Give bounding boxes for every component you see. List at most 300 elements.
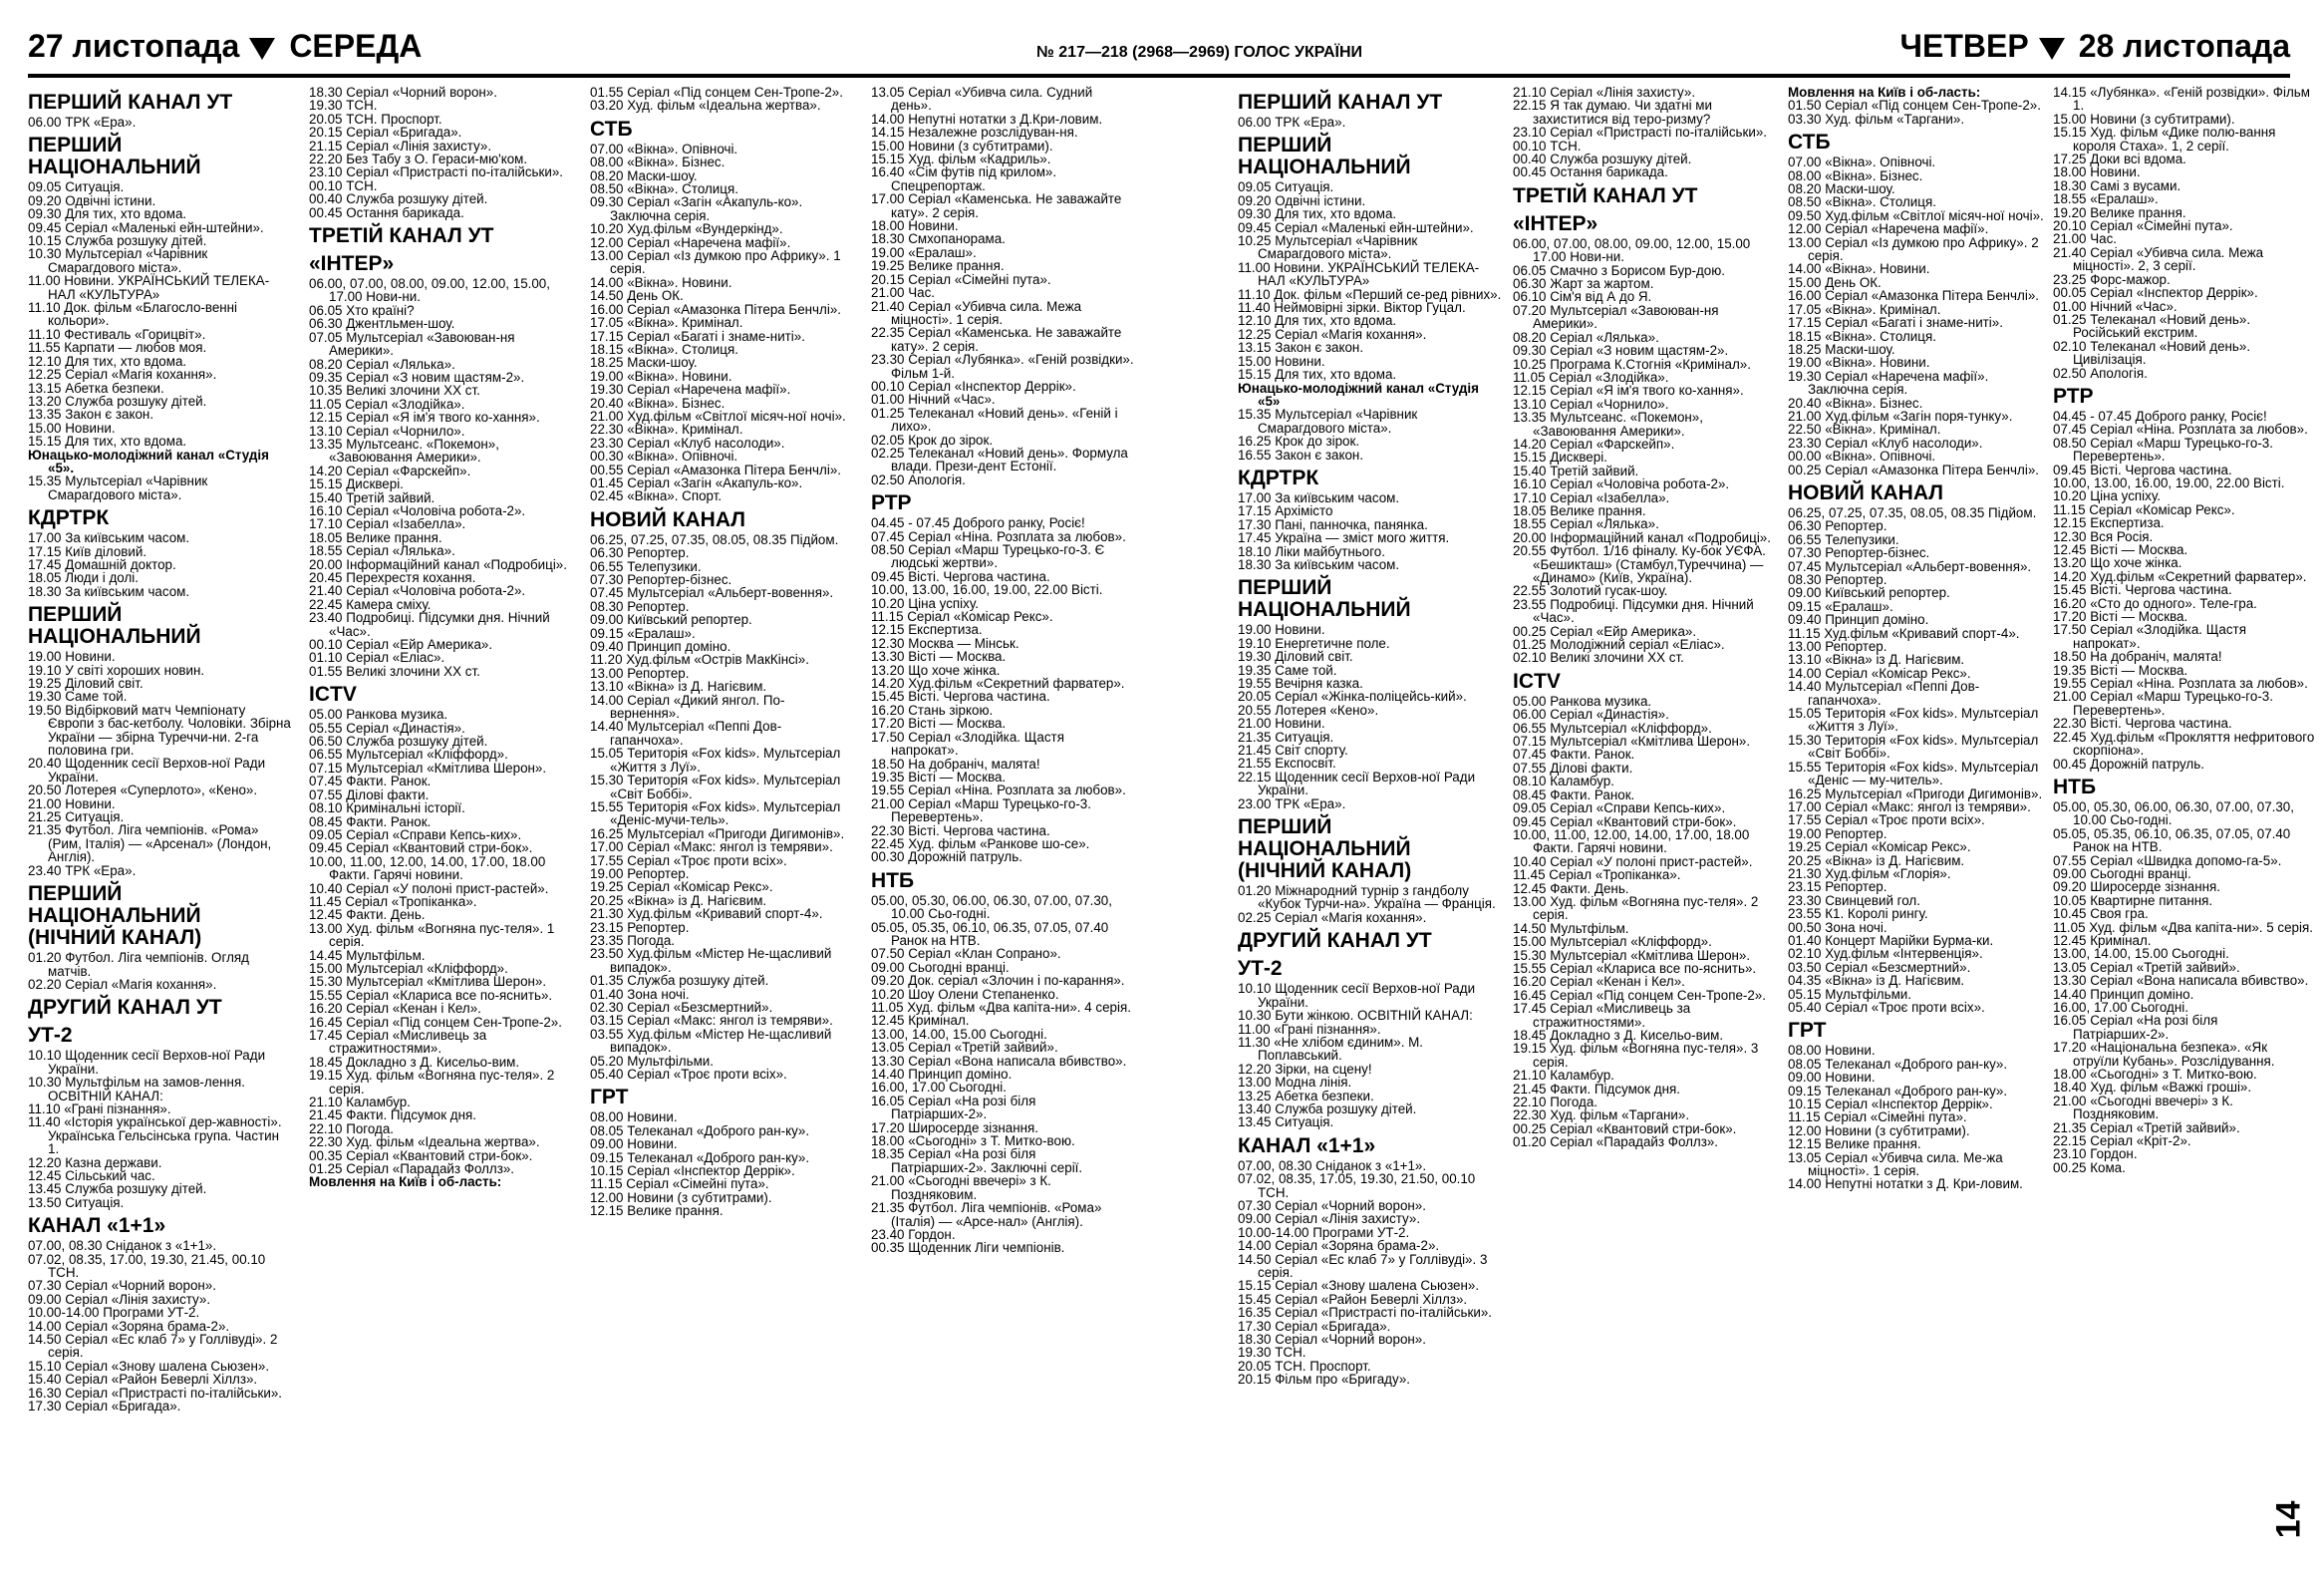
program-listing: 21.00 Новини. (1238, 716, 1325, 732)
program-listing: 07.02, 08.35, 17.05, 19.30, 21.50, 00.10 ТСН. (1238, 1171, 1476, 1200)
program-listing: 05.20 Мультфільми. (590, 1053, 714, 1069)
program-listing: 22.15 Я так думаю. Чи здатні ми захиститися від теро-ризму? (1513, 98, 1712, 127)
program-listing: 09.00 Серіал «Лінія захисту». (28, 1291, 211, 1307)
program-listing: 15.55 Серіал «Клариса все по-яснить». (309, 987, 553, 1003)
program-listing: 14.15 Незалежне розслідуван-ня. (871, 125, 1078, 141)
program-listing: 05.00, 05.30, 06.00, 06.30, 07.00, 07.30, 10.00 Сьо-годні. (871, 892, 1112, 922)
program-listing: 15.40 Третій зайвий. (309, 489, 436, 505)
program-listing: 17.45 Серіал «Мисливець за стражитностями». (1513, 1001, 1691, 1030)
program-listing: 14.00 Непутні нотатки з Д. Кри-ловим. (1788, 1176, 2023, 1192)
program-listing: 21.35 Футбол. Ліга чемпіонів. «Рома» (Італія) — «Арсе-нал» (Англія). (871, 1200, 1102, 1229)
program-listing: 21.10 Серіал «Лінія захисту». (1513, 86, 1696, 100)
program-listing: 14.50 День ОК. (590, 288, 684, 304)
program-listing: 14.20 Худ.фільм «Секретний фарватер». (871, 676, 1125, 692)
program-listing: 17.20 «Національна безпека». «Як отруїли Кубань». Розслідування. (2053, 1040, 2275, 1069)
program-listing: 13.10 «Вікна» із Д. Нагієвим. (590, 679, 767, 695)
program-listing: 20.55 Лотерея «Кено». (1238, 702, 1379, 718)
program-listing: 14.00 «Вікна». Новини. (590, 274, 732, 290)
program-listing: 18.00 «Сьогодні» з Т. Митко-вою. (871, 1133, 1075, 1149)
program-listing: 14.00 Серіал «Комісар Рекс». (1788, 665, 1971, 681)
program-listing: 20.55 Футбол. 1/16 фіналу. Ку-бок УЄФА. «Бешикташ» (Стамбул,Туреччина) — «Динамо» (Київ, Україна). (1513, 543, 1766, 585)
program-listing: 06.30 Жарт за жартом. (1513, 276, 1654, 292)
program-listing: 15.00 Новини (з субтитрами). (871, 138, 1053, 154)
program-listing: 23.30 Свинцевий гол. (1788, 892, 1920, 908)
program-listing: 17.20 Вісті — Москва. (871, 716, 1007, 732)
program-listing: 05.15 Мультфільми. (1788, 986, 1911, 1002)
program-listing: 22.45 Камера сміху. (309, 596, 432, 612)
program-listing: 21.10 Каламбур. (309, 1095, 411, 1110)
program-listing: 13.00 Репортер. (1788, 639, 1888, 655)
program-listing: 11.40 Неймовірні зірки. Віктор Гуцал. (1238, 300, 1466, 316)
program-listing: 19.15 Худ. фільм «Вогняна пус-теля». 3 серія. (1513, 1041, 1759, 1070)
channel-heading: КАНАЛ «1+1» (28, 1214, 166, 1238)
program-listing: 18.10 Ліки майбутнього. (1238, 543, 1385, 559)
program-listing: 05.00, 05.30, 06.00, 06.30, 07.00, 07.30, 10.00 Сьо-годні. (2053, 798, 2294, 828)
program-listing: 23.30 Серіал «Лубянка». «Геній розвідки». Фільм 1-й. (871, 352, 1134, 381)
program-listing: 19.55 Серіал «Ніна. Розплата за любов». (871, 783, 1126, 798)
program-listing: 11.45 Серіал «Тропіканка». (1513, 867, 1681, 883)
program-listing: 08.20 Маски-шоу. (590, 167, 698, 183)
program-listing: 19.55 Серіал «Ніна. Розплата за любов». (2053, 676, 2308, 692)
program-listing: 12.10 Для тих, хто вдома. (28, 353, 187, 369)
program-listing: 14.40 Принцип доміно. (2053, 986, 2194, 1002)
program-listing: 01.50 Серіал «Під сонцем Сен-Тропе-2». (1788, 98, 2041, 114)
program-listing: 23.55 К1. Королі рингу. (1788, 906, 1928, 922)
program-listing: 05.55 Серіал «Династія». (309, 720, 465, 736)
program-listing: 18.30 За київським часом. (28, 583, 190, 599)
program-listing: 09.30 Для тих, хто вдома. (1238, 206, 1397, 222)
program-listing: 09.00 Новини. (1788, 1070, 1876, 1086)
program-listing: 11.05 Худ. фільм «Два капіта-ни». 5 серія. (2053, 919, 2313, 935)
channel-heading: «ІНТЕР» (309, 252, 395, 276)
program-listing: 21.15 Серіал «Лінія захисту». (309, 138, 492, 154)
program-listing: 16.30 Серіал «Пристрасті по-італійськи». (28, 1385, 283, 1401)
program-listing: 21.40 Серіал «Чоловіча робота-2». (309, 583, 526, 599)
program-listing: 21.00 Час. (871, 285, 936, 301)
program-listing: 07.45 Факти. Ранок. (1513, 747, 1635, 763)
program-listing: 12.00 Новини (з субтитрами). (590, 1189, 772, 1205)
program-listing: 09.50 Худ.фільм «Світлої місяч-ної ночі». (1788, 207, 2044, 223)
program-listing: 11.30 «Не хлібом єдиним». М. Поплавський. (1238, 1034, 1424, 1064)
program-listing: 19.25 Велике прання. (871, 258, 1005, 274)
program-listing: 20.15 Фільм про «Бригаду». (1238, 1372, 1410, 1388)
program-listing: 05.40 Серіал «Троє проти всіх». (590, 1067, 787, 1083)
program-listing: 17.15 Київ діловий. (28, 543, 147, 559)
program-listing: 11.10 Док. фільм «Благосло-венні кольори». (28, 300, 238, 329)
program-listing: 23.15 Репортер. (590, 919, 690, 935)
program-listing: 22.45 Худ.фільм «Прокляття нефритового скорпіона». (2053, 729, 2315, 759)
program-listing: 07.45 Серіал «Ніна. Розплата за любов». (2053, 422, 2308, 438)
program-listing: 00.35 Щоденник Ліги чемпіонів. (871, 1240, 1065, 1256)
program-listing: 19.25 Діловий світ. (28, 676, 144, 691)
program-listing: 09.30 Серіал «З новим щастям-2». (1513, 343, 1729, 359)
program-listing: 13.05 Серіал «Убивча сила. Ме-жа міцності». 1 серія. (1788, 1149, 2003, 1179)
program-listing: 16.40 «Сім футів під крилом». Спецрепортаж. (871, 164, 1057, 193)
program-listing: 13.30 Вісті — Москва. (871, 649, 1007, 665)
program-listing: 18.15 «Вікна». Столиця. (590, 341, 738, 357)
program-listing: 13.45 Служба розшуку дітей. (28, 1181, 207, 1197)
left-day-heading (28, 28, 422, 65)
program-listing: 09.30 Для тих, хто вдома. (28, 206, 187, 222)
program-listing: 19.00 «Вікна». Новини. (590, 368, 732, 384)
program-listing: 17.00 Серіал «Макс: янгол із темряви». (590, 839, 833, 855)
program-listing: 12.25 Серіал «Магія кохання». (28, 367, 217, 383)
program-listing: 03.15 Серіал «Макс: янгол із темряви». (590, 1013, 833, 1029)
program-listing: 12.30 Москва — Мінськ. (871, 635, 1019, 651)
program-listing: 12.15 Експертиза. (2053, 515, 2165, 531)
program-listing: 12.15 Велике прання. (590, 1203, 724, 1219)
program-listing: 19.30 ТСН. (309, 98, 378, 114)
program-listing: 17.20 Вісті — Москва. (2053, 609, 2188, 625)
program-listing: 23.40 ТРК «Ера». (28, 862, 137, 878)
schedule-column (1238, 86, 1502, 1559)
program-listing: 10.20 Ціна успіху. (2053, 488, 2161, 504)
program-listing: 20.25 «Вікна» із Д. Нагієвим. (1788, 852, 1965, 868)
program-listing: 16.45 Серіал «Під сонцем Сен-Тропе-2». (309, 1014, 562, 1030)
program-listing: 00.45 Дорожній патруль. (2053, 756, 2204, 772)
channel-heading: НТБ (2053, 775, 2097, 798)
program-listing: 21.45 Світ спорту. (1238, 743, 1348, 759)
program-listing: 10.15 Служба розшуку дітей. (28, 233, 207, 249)
program-listing: 00.10 ТСН. (1513, 138, 1582, 154)
program-listing: 03.50 Серіал «Безсмертний». (1788, 959, 1971, 975)
channel-heading: РТР (871, 491, 912, 515)
program-listing: 15.30 Мультсеріал «Кмітлива Шерон». (309, 974, 547, 990)
program-listing: 10.05 Квартирне питання. (2053, 892, 2213, 908)
program-listing: 21.00 Час. (2053, 231, 2118, 247)
program-listing: 12.15 Велике прання. (1788, 1136, 1921, 1152)
program-listing: 07.55 Ділові факти. (309, 786, 430, 802)
program-listing: 06.30 Репортер. (1788, 518, 1888, 534)
program-listing: 08.45 Факти. Ранок. (309, 813, 432, 829)
schedule-column (2053, 86, 2317, 1559)
program-listing: 08.45 Факти. Ранок. (1513, 786, 1635, 802)
program-listing: 06.55 Мультсеріал «Кліффорд». (1513, 720, 1712, 736)
channel-heading: КАНАЛ «1+1» (1238, 1133, 1376, 1157)
program-listing: 14.45 Мультфільм. (309, 947, 426, 963)
program-listing: 23.15 Репортер. (1788, 879, 1888, 895)
program-listing: 14.20 Худ.фільм «Секретний фарватер». (2053, 568, 2307, 584)
program-listing: 15.15 Для тих, хто вдома. (1238, 367, 1397, 383)
program-listing: 18.30 Серіал «Чорний ворон». (309, 86, 497, 100)
program-listing: 12.45 Кримінал. (2053, 932, 2152, 948)
program-listing: 22.10 Погода. (309, 1120, 395, 1136)
program-listing: 19.10 У світі хороших новин. (28, 662, 205, 678)
program-listing: 01.40 Зона ночі. (590, 986, 690, 1002)
program-listing: 11.15 Серіал «Комісар Рекс». (2053, 501, 2235, 517)
program-listing: 08.30 Репортер. (590, 598, 690, 614)
program-listing: 07.00, 08.30 Сніданок з «1+1». (28, 1238, 217, 1254)
program-listing: 16.00 Серіал «Амазонка Пітера Бенчлі». (590, 301, 841, 317)
program-listing: 09.20 Док. серіал «Злочин і по-карання». (871, 973, 1125, 989)
program-listing: 00.10 ТСН. (309, 177, 378, 193)
program-listing: 13.40 Служба розшуку дітей. (1238, 1100, 1417, 1116)
channel-heading: ПЕРШИЙ НАЦІОНАЛЬНИЙ (28, 603, 201, 649)
program-listing: 01.55 Серіал «Під сонцем Сен-Тропе-2». (590, 86, 843, 100)
program-listing: 15.45 Вісті. Чергова частина. (2053, 582, 2232, 598)
program-listing: 16.20 Стань зіркою. (871, 702, 994, 718)
program-listing: 09.00 Серіал «Лінія захисту». (1238, 1211, 1421, 1227)
program-listing: 16.20 «Сто до одного». Теле-гра. (2053, 595, 2257, 611)
program-listing: 15.15 Худ. фільм «Дике полю-вання короля Стаха». 1, 2 серії. (2053, 125, 2276, 154)
program-listing: 13.05 Серіал «Убивча сила. Судний день». (871, 86, 1093, 114)
program-listing: 21.00 «Сьогодні ввечері» з К. Поздняковим. (2053, 1093, 2233, 1122)
program-listing: 19.15 Худ. фільм «Вогняна пус-теля». 2 серія. (309, 1068, 555, 1097)
program-listing: 09.20 Одвічні істини. (1238, 192, 1366, 208)
program-listing: 10.15 Серіал «Інспектор Деррік». (1788, 1097, 1993, 1112)
program-listing: 21.00 Серіал «Марш Турецько-го-3. Перевертень». (871, 795, 1091, 825)
program-listing: 16.10 Серіал «Чоловіча робота-2». (309, 502, 526, 518)
program-listing: 16.25 Мультсеріал «Пригоди Дигимонів». (590, 825, 845, 841)
program-listing: 14.00 Непутні нотатки з Д.Кри-ловим. (871, 111, 1103, 127)
program-listing: 09.20 Одвічні істини. (28, 192, 156, 208)
program-listing: 01.40 Концерт Марійки Бурма-ки. (1788, 932, 1994, 948)
program-listing: 17.10 Серіал «Ізабелла». (309, 516, 466, 532)
program-listing: 00.50 Зона ночі. (1788, 919, 1888, 935)
program-listing: 07.30 Репортер-бізнес. (1788, 545, 1930, 561)
program-listing: 17.45 Україна — зміст мого життя. (1238, 530, 1450, 546)
program-listing: 16.35 Серіал «Пристрасті по-італійськи». (1238, 1305, 1493, 1321)
program-listing: 11.45 Серіал «Тропіканка». (309, 893, 477, 909)
program-listing: 16.00, 17.00 Сьогодні. (2053, 1000, 2188, 1015)
program-listing: 01.00 Нічний «Час». (2053, 298, 2178, 314)
program-listing: 06.25, 07.25, 07.35, 08.05, 08.35 Підйом. (1788, 504, 2037, 520)
program-listing: 13.05 Серіал «Третій зайвий». (871, 1040, 1058, 1056)
program-listing: 21.00 Серіал «Марш Турецько-го-3. Перевертень». (2053, 689, 2273, 718)
program-listing: 10.25 Мультсеріал «Чарівник Смарагдового міста». (1238, 233, 1418, 262)
program-listing: 07.50 Серіал «Клан Сопрано». (871, 946, 1061, 962)
program-listing: 19.55 Вечірня казка. (1238, 676, 1363, 691)
program-listing: 18.05 Велике прання. (1513, 502, 1646, 518)
program-listing: 13.45 Ситуація. (1238, 1114, 1334, 1130)
program-listing: 11.10 Док. фільм «Перший се-ред рівних». (1238, 286, 1502, 302)
program-listing: 23.30 Серіал «Клуб насолоди». (590, 435, 785, 451)
program-listing: 14.00 «Вікна». Новини. (1788, 261, 1930, 277)
program-listing: 16.10 Серіал «Чоловіча робота-2». (1513, 476, 1730, 492)
program-listing: 05.40 Серіал «Троє проти всіх». (1788, 1000, 1985, 1015)
program-listing: 11.55 Карпати — любов моя. (28, 340, 207, 356)
program-listing: 11.05 Серіал «Злодійка». (1513, 369, 1669, 385)
program-listing: 00.35 Серіал «Квантовий стри-бок». (309, 1147, 533, 1163)
channel-heading: ГРТ (590, 1086, 629, 1109)
program-listing: 11.00 Новини. УКРАЇНСЬКИЙ ТЕЛЕКА-НАЛ «КУЛЬТУРА» (1238, 259, 1480, 289)
program-listing: 08.50 «Вікна». Столиця. (590, 181, 738, 197)
program-listing: 21.45 Факти. Підсумок дня. (309, 1107, 476, 1123)
program-listing: 11.05 Худ. фільм «Два капіта-ни». 4 серія. (871, 1000, 1131, 1015)
channel-heading: ПЕРШИЙ НАЦІОНАЛЬНИЙ (1238, 576, 1411, 622)
program-listing: 00.25 Серіал «Квантовий стри-бок». (1513, 1120, 1737, 1136)
program-listing: 08.10 Кримінальні історії. (309, 800, 465, 816)
program-listing: 21.35 Ситуація. (1238, 729, 1334, 745)
program-listing: 01.00 Нічний «Час». (871, 392, 996, 408)
program-listing: 23.55 Подробиці. Підсумки дня. Нічний «Час». (1513, 596, 1754, 626)
program-listing: 16.05 Серіал «На розі біля Патріарших-2». (871, 1093, 1036, 1122)
program-listing: 10.20 Худ.фільм «Вундеркінд». (590, 221, 783, 237)
program-listing: 13.10 «Вікна» із Д. Нагієвим. (1788, 652, 1965, 668)
program-listing: 08.10 Каламбур. (1513, 774, 1614, 789)
program-listing: 02.45 «Вікна». Спорт. (590, 488, 723, 504)
program-listing: 20.25 «Вікна» із Д. Нагієвим. (590, 892, 767, 908)
program-listing: 18.00 Новини. (871, 218, 959, 234)
program-listing: 12.10 Для тих, хто вдома. (1238, 313, 1397, 329)
program-listing: 15.55 Територія «Fox kids». Мультсеріал «Деніс — му-читель». (1788, 759, 2039, 788)
channel-heading: ПЕРШИЙ КАНАЛ УТ (28, 91, 233, 114)
program-listing: 20.05 ТСН. Проспорт. (1238, 1358, 1371, 1374)
program-listing: 13.30 Серіал «Вона написала вбивство». (871, 1053, 1127, 1069)
program-listing: 01.55 Великі злочини XX ст. (309, 663, 480, 679)
program-listing: 17.55 Серіал «Троє проти всіх». (1788, 812, 1985, 828)
program-listing: 12.45 Сільський час. (28, 1167, 155, 1183)
program-listing: 02.50 Апологія. (871, 471, 966, 487)
program-listing: 01.20 Футбол. Ліга чемпіонів. Огляд матчів. (28, 950, 249, 979)
program-listing: 15.05 Територія «Fox kids». Мультсеріал «Життя з Луї». (590, 746, 841, 775)
program-listing: 13.35 Закон є закон. (28, 407, 154, 423)
program-listing: 09.15 Телеканал «Доброго ран-ку». (1788, 1083, 2008, 1099)
program-listing: 12.15 Серіал «Я ім'я твого ко-хання». (1513, 383, 1744, 399)
program-listing: 15.30 Територія «Fox kids». Мультсеріал «Світ Боббі». (1788, 732, 2039, 762)
program-listing: 09.00 Київський репортер. (1788, 585, 1950, 601)
program-listing: 17.50 Серіал «Злодійка. Щастя напрокат». (871, 729, 1064, 759)
page-number-text: 14 (2269, 1500, 2308, 1539)
program-listing: 20.15 Серіал «Бригада». (309, 125, 462, 141)
program-listing: 17.30 Пані, панночка, панянка. (1238, 516, 1428, 532)
program-listing: 01.20 Міжнародний турнір з гандболу «Кубок Турчи-на». Україна — Франція. (1238, 883, 1496, 912)
channel-heading: ДРУГИЙ КАНАЛ УТ (28, 996, 222, 1020)
channel-heading: ГРТ (1788, 1019, 1827, 1043)
program-listing: 00.25 Кома. (2053, 1159, 2126, 1175)
program-listing: 15.00 Новини (з субтитрами). (2053, 111, 2235, 127)
program-listing: 21.30 Худ.фільм «Глорія». (1788, 865, 1951, 881)
program-listing: 15.00 Мультсеріал «Кліффорд». (309, 960, 508, 976)
program-listing: 07.45 Серіал «Ніна. Розплата за любов». (871, 528, 1126, 544)
program-listing: 16.05 Серіал «На розі біля Патріарших-2». (2053, 1013, 2218, 1042)
left-weekday: СЕРЕДА (289, 28, 423, 64)
program-listing: 19.00 «Вікна». Новини. (1788, 355, 1930, 371)
channel-heading: ПЕРШИЙ КАНАЛ УТ (1238, 91, 1443, 114)
program-listing: 13.25 Абетка безпеки. (1238, 1088, 1374, 1103)
program-listing: 18.25 Маски-шоу. (590, 355, 698, 371)
program-listing: 07.20 Мультсеріал «Завоюван-ня Америки». (1513, 302, 1719, 332)
program-listing: 19.30 ТСН. (1238, 1345, 1307, 1361)
program-listing: 16.00 Серіал «Амазонка Пітера Бенчлі». (1788, 288, 2039, 304)
program-listing: 18.50 На добраніч, малята! (2053, 649, 2222, 665)
program-listing: 15.40 Серіал «Район Беверлі Хіллз». (28, 1372, 258, 1388)
program-listing: 17.00 За київським часом. (28, 530, 190, 546)
program-listing: 11.15 Серіал «Сімейні пута». (590, 1176, 769, 1192)
program-listing: 20.50 Лотерея «Суперлото», «Кено». (28, 783, 258, 798)
program-listing: 06.10 Сім'я від А до Я. (1513, 289, 1652, 305)
program-listing: 14.40 Мультсеріал «Пеппі Дов-гапанчоха». (590, 719, 782, 748)
program-listing: 18.40 Худ. фільм «Важкі гроші». (2053, 1080, 2252, 1096)
program-listing: 14.50 Серіал «Ес клаб 7» у Голлівуді». 3 серія. (1238, 1251, 1488, 1280)
program-listing: 18.15 «Вікна». Столиця. (1788, 328, 1936, 344)
program-listing: 23.40 Гордон. (871, 1226, 956, 1242)
program-listing: 02.25 Серіал «Магія кохання». (1238, 909, 1427, 925)
program-listing: 10.00-14.00 Програми УТ-2. (28, 1305, 200, 1321)
program-listing: 19.20 Велике прання. (2053, 204, 2186, 220)
program-listing: 18.35 Серіал «На розі біля Патріарших-2». Заключні серії. (871, 1146, 1083, 1175)
right-page-schedule (1238, 86, 2324, 1559)
program-listing: 14.20 Серіал «Фарскейп». (1513, 436, 1675, 452)
program-listing: 05.05, 05.35, 06.10, 06.35, 07.05, 07.40 Ранок на НТВ. (2053, 825, 2291, 855)
program-listing: 21.25 Ситуація. (28, 809, 125, 825)
program-listing: 00.25 Серіал «Амазонка Пітера Бенчлі». (1788, 462, 2039, 477)
program-listing: 07.45 Факти. Ранок. (309, 774, 432, 789)
program-listing: 13.00 Репортер. (590, 665, 690, 681)
program-listing: 21.45 Факти. Підсумок дня. (1513, 1081, 1680, 1097)
program-listing: 14.15 «Лубянка». «Геній розвідки». Фільм 1. (2053, 86, 2310, 114)
program-listing: 14.20 Серіал «Фарскейп». (309, 463, 471, 478)
left-page-schedule (28, 86, 1144, 1559)
program-listing: 23.30 Серіал «Клуб насолоди». (1788, 435, 1983, 451)
program-listing: 11.10 «Грані пізнання». (28, 1100, 171, 1116)
right-day-heading (1900, 28, 2290, 65)
program-listing: 07.45 Мультсеріал «Альберт-вовення». (590, 585, 834, 601)
program-listing: 19.10 Енергетичне поле. (1238, 635, 1390, 651)
program-listing: 18.05 Велике прання. (309, 529, 442, 545)
program-listing: 11.20 Худ.фільм «Острів МакКінсі». (590, 652, 809, 668)
program-listing: 00.10 Серіал «Інспектор Деррік». (871, 378, 1076, 394)
program-listing: 01.45 Серіал «Загін «Акапуль-ко». (590, 474, 803, 490)
program-listing: 10.10 Щоденник сесії Верхов-ної Ради України. (28, 1048, 266, 1077)
program-listing: 08.20 Серіал «Лялька». (309, 356, 455, 372)
program-listing: 11.10 Фестиваль «Горицвіт». (28, 326, 206, 342)
program-listing: 18.00 Новини. (2053, 164, 2141, 180)
channel-heading: НТБ (871, 868, 915, 892)
program-listing: 23.10 Серіал «Пристрасті по-італійськи». (1513, 125, 1768, 141)
program-listing: 08.50 Серіал «Марш Турецько-го-3. Є людські жертви». (871, 542, 1105, 571)
program-listing: 21.35 Футбол. Ліга чемпіонів. «Рома» (Рим, Італія) — «Арсенал» (Лондон, Англія). (28, 822, 272, 865)
program-listing: 21.40 Серіал «Убивча сила. Межа міцності». 2, 3 серії. (2053, 244, 2264, 274)
program-listing: 20.45 Перехрестя кохання. (309, 570, 476, 585)
program-listing: 00.45 Остання барикада. (1513, 164, 1668, 180)
program-listing: 15.15 Худ. фільм «Кадриль». (871, 152, 1051, 167)
program-listing: 19.35 Саме той. (1238, 662, 1337, 678)
program-listing: 08.50 Серіал «Марш Турецько-го-3. Перевертень». (2053, 435, 2273, 465)
program-listing: 20.00 Інформаційний канал «Подробиці». (309, 556, 567, 572)
channel-heading: ICTV (309, 683, 357, 707)
program-listing: 23.35 Погода. (590, 932, 676, 948)
program-listing: 19.00 Репортер. (590, 865, 690, 881)
program-listing: 00.40 Служба розшуку дітей. (309, 191, 488, 207)
program-listing: 20.40 Щоденник сесії Верхов-ної Ради України. (28, 756, 266, 785)
program-listing: 16.55 Закон є закон. (1238, 447, 1364, 463)
program-listing: 23.00 ТРК «Ера». (1238, 795, 1346, 811)
program-listing: 14.50 Мультфільм. (1513, 920, 1629, 936)
header-rule (28, 74, 2290, 78)
program-listing: 19.35 Вісті — Москва. (2053, 662, 2188, 678)
program-listing: 08.00 «Вікна». Бізнес. (590, 155, 726, 170)
program-listing: 06.00 Серіал «Династія». (1513, 707, 1669, 723)
program-listing: 13.30 Серіал «Вона написала вбивство». (2053, 973, 2309, 989)
program-listing: 13.20 Що хоче жінка. (871, 662, 1001, 678)
program-listing: 00.30 «Вікна». Опівночі. (590, 449, 738, 465)
program-listing: 05.00 Ранкова музика. (309, 707, 448, 723)
program-listing: 13.00 Модна лінія. (1238, 1075, 1352, 1091)
program-listing: 09.05 Серіал «Справи Кепсь-ких». (1513, 800, 1726, 816)
program-listing: 13.00, 14.00, 15.00 Сьогодні. (2053, 946, 2229, 962)
program-listing: 12.15 Серіал «Я ім'я твого ко-хання». (309, 410, 540, 426)
program-listing: 05.00 Ранкова музика. (1513, 693, 1652, 709)
program-listing: 02.30 Серіал «Безсмертний». (590, 1000, 773, 1015)
program-listing: 11.00 «Грані пізнання». (1238, 1021, 1381, 1037)
program-listing: 16.00, 17.00 Сьогодні. (871, 1080, 1007, 1096)
program-listing: 13.00 Худ. фільм «Вогняна пус-теля». 1 серія. (309, 920, 555, 950)
program-listing: 15.40 Третій зайвий. (1513, 463, 1639, 478)
right-date: 28 листопада (2078, 28, 2290, 64)
program-listing: 08.50 «Вікна». Столиця. (1788, 194, 1936, 210)
program-listing: 23.10 Гордон. (2053, 1146, 2138, 1162)
